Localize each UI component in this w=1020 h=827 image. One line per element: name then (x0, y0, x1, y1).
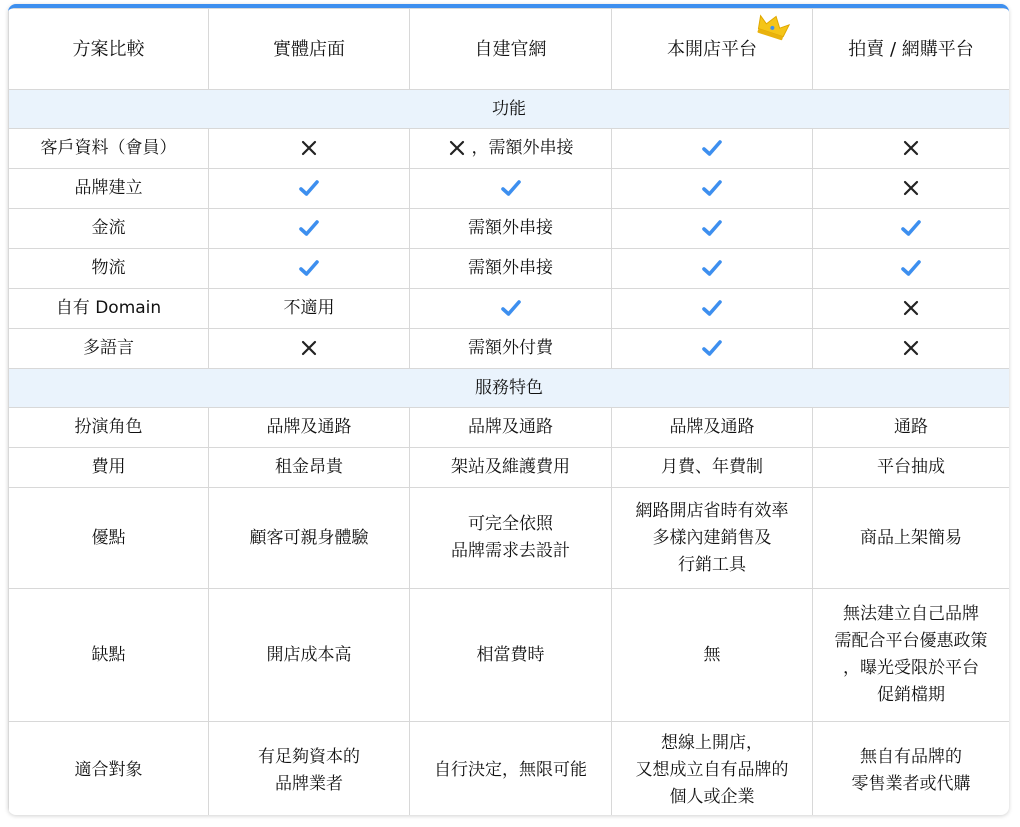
feature-cell (813, 249, 1010, 289)
feature-cell (612, 169, 813, 209)
row-label: 自有 Domain (9, 289, 209, 329)
feature-cell (410, 209, 612, 249)
feature-row (9, 249, 1010, 289)
check-icon (900, 218, 922, 238)
cross-icon (902, 339, 920, 357)
cross-icon (902, 179, 920, 197)
feature-cell (410, 169, 612, 209)
feature-cell (813, 129, 1010, 169)
check-icon (701, 338, 723, 358)
header-cell-plan: 方案比較 (9, 9, 209, 90)
header-cell-own-website: 自建官網 (410, 9, 612, 90)
detail-cell: 無法建立自己品牌 需配合平台優惠政策 ，曝光受限於平台 促銷檔期 (813, 589, 1010, 722)
cell-text: 需額外串接 (468, 257, 553, 278)
feature-cell (612, 209, 813, 249)
service-cell: 架站及維護費用 (410, 448, 612, 488)
service-row (9, 448, 1010, 488)
cross-icon (902, 299, 920, 317)
detail-row (9, 722, 1010, 816)
detail-cell: 想線上開店， 又想成立自有品牌的 個人或企業 (612, 722, 813, 816)
feature-cell (209, 329, 410, 369)
feature-row (9, 289, 1010, 329)
detail-cell: 商品上架簡易 (813, 488, 1010, 589)
detail-cell: 開店成本高 (209, 589, 410, 722)
feature-cell (612, 129, 813, 169)
check-icon (298, 178, 320, 198)
comparison-table (8, 8, 1009, 815)
feature-cell (209, 289, 410, 329)
feature-cell (813, 329, 1010, 369)
detail-cell: 無 (612, 589, 813, 722)
header-label: 本開店平台 (667, 38, 757, 60)
detail-cell: 網路開店省時有效率 多樣內建銷售及 行銷工具 (612, 488, 813, 589)
detail-cell: 有足夠資本的 品牌業者 (209, 722, 410, 816)
cross-icon (300, 139, 318, 157)
row-label: 多語言 (9, 329, 209, 369)
check-icon (298, 218, 320, 238)
section-title: 服務特色 (9, 369, 1010, 408)
header-cell-this-platform (612, 9, 813, 90)
section-row-features (9, 90, 1010, 129)
row-label: 品牌建立 (9, 169, 209, 209)
detail-cell: 相當費時 (410, 589, 612, 722)
cell-text: 需額外付費 (468, 337, 553, 358)
service-cell: 租金昂貴 (209, 448, 410, 488)
header-row (9, 9, 1010, 90)
check-icon (500, 178, 522, 198)
check-icon (900, 258, 922, 278)
service-cell: 品牌及通路 (410, 408, 612, 448)
check-icon (701, 298, 723, 318)
detail-cell: 自行決定，無限可能 (410, 722, 612, 816)
service-cell: 平台抽成 (813, 448, 1010, 488)
crown-icon (755, 11, 791, 41)
row-label: 金流 (9, 209, 209, 249)
cell-text: ，需額外串接 (471, 137, 574, 158)
cross-icon (902, 139, 920, 157)
feature-cell (209, 129, 410, 169)
check-icon (500, 298, 522, 318)
service-cell: 月費、年費制 (612, 448, 813, 488)
header-cell-physical-store: 實體店面 (209, 9, 410, 90)
feature-cell (410, 249, 612, 289)
feature-row (9, 129, 1010, 169)
feature-cell (813, 209, 1010, 249)
section-title: 功能 (9, 90, 1010, 129)
cell-text: 需額外串接 (468, 217, 553, 238)
row-label: 扮演角色 (9, 408, 209, 448)
feature-cell (612, 289, 813, 329)
service-row (9, 408, 1010, 448)
row-label: 缺點 (9, 589, 209, 722)
check-icon (701, 138, 723, 158)
detail-cell: 顧客可親身體驗 (209, 488, 410, 589)
feature-cell (813, 169, 1010, 209)
feature-row (9, 169, 1010, 209)
feature-row (9, 329, 1010, 369)
row-label: 適合對象 (9, 722, 209, 816)
comparison-card (8, 4, 1009, 815)
header-cell-marketplace: 拍賣 / 網購平台 (813, 9, 1010, 90)
row-label: 物流 (9, 249, 209, 289)
cross-icon (300, 339, 318, 357)
feature-cell (209, 249, 410, 289)
row-label: 費用 (9, 448, 209, 488)
feature-cell (612, 249, 813, 289)
row-label: 客戶資料（會員） (9, 129, 209, 169)
feature-cell (209, 209, 410, 249)
check-icon (701, 218, 723, 238)
feature-cell (612, 329, 813, 369)
feature-cell (410, 289, 612, 329)
section-row-services (9, 369, 1010, 408)
feature-cell (410, 129, 612, 169)
service-cell: 品牌及通路 (209, 408, 410, 448)
detail-cell: 無自有品牌的 零售業者或代購 (813, 722, 1010, 816)
feature-row (9, 209, 1010, 249)
cell-text: 不適用 (283, 297, 335, 318)
check-icon (701, 178, 723, 198)
detail-row (9, 488, 1010, 589)
feature-cell (209, 169, 410, 209)
row-label: 優點 (9, 488, 209, 589)
cross-icon (448, 139, 466, 157)
check-icon (298, 258, 320, 278)
service-cell: 品牌及通路 (612, 408, 813, 448)
feature-cell (813, 289, 1010, 329)
feature-cell (410, 329, 612, 369)
service-cell: 通路 (813, 408, 1010, 448)
detail-row (9, 589, 1010, 722)
check-icon (701, 258, 723, 278)
detail-cell: 可完全依照 品牌需求去設計 (410, 488, 612, 589)
